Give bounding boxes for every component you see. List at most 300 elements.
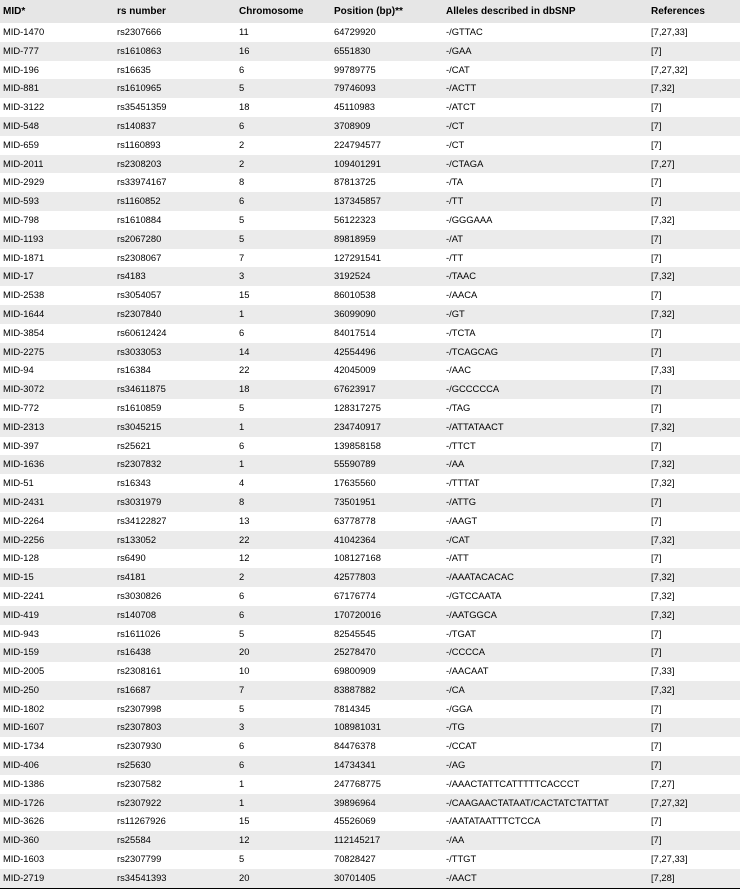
cell-chromosome: 1 <box>239 796 245 808</box>
cell-mid: MID-1603 <box>3 853 45 865</box>
table-row <box>0 173 740 192</box>
cell-references: [7] <box>651 627 662 639</box>
table-row <box>0 117 740 136</box>
cell-alleles: -/CAAGAACTATAAT/CACTATCTATTAT <box>446 796 609 808</box>
header-row <box>0 0 740 23</box>
cell-alleles: -/AG <box>446 759 466 771</box>
cell-rs-number: rs2308203 <box>117 157 162 169</box>
cell-rs-number: rs4183 <box>117 270 146 282</box>
cell-references: [7,32] <box>651 213 675 225</box>
cell-references: [7,32] <box>651 420 675 432</box>
table-row <box>0 286 740 305</box>
cell-rs-number: rs3030826 <box>117 589 162 601</box>
cell-references: [7] <box>651 495 662 507</box>
cell-chromosome: 8 <box>239 495 245 507</box>
cell-rs-number: rs2307582 <box>117 777 162 789</box>
table-row <box>0 474 740 493</box>
cell-position: 112145217 <box>334 834 381 846</box>
cell-mid: MID-2929 <box>3 176 45 188</box>
cell-chromosome: 7 <box>239 683 245 695</box>
cell-rs-number: rs2307666 <box>117 26 162 37</box>
cell-chromosome: 22 <box>239 533 250 545</box>
cell-position: 3192524 <box>334 270 371 282</box>
cell-rs-number: rs2307799 <box>117 853 162 865</box>
cell-alleles: -/GCCCCCA <box>446 383 500 395</box>
cell-alleles: -/AT <box>446 232 464 244</box>
cell-chromosome: 7 <box>239 251 245 263</box>
cell-mid: MID-1636 <box>3 458 45 470</box>
table-row <box>0 455 740 474</box>
cell-position: 69800909 <box>334 665 376 677</box>
cell-chromosome: 1 <box>239 458 245 470</box>
cell-chromosome: 6 <box>239 439 245 451</box>
table-row <box>0 794 740 813</box>
cell-references: [7] <box>651 176 662 188</box>
cell-references: [7] <box>651 401 662 413</box>
cell-rs-number: rs1610863 <box>117 44 162 56</box>
cell-mid: MID-943 <box>3 627 39 639</box>
cell-mid: MID-196 <box>3 63 39 75</box>
cell-rs-number: rs25584 <box>117 834 151 846</box>
table-row <box>0 155 740 174</box>
table-row <box>0 549 740 568</box>
cell-position: 67623917 <box>334 383 376 395</box>
header-position: Position (bp)** <box>334 6 403 17</box>
cell-chromosome: 12 <box>239 834 250 846</box>
cell-chromosome: 2 <box>239 138 245 150</box>
cell-references: [7] <box>651 514 662 526</box>
table-row <box>0 343 740 362</box>
cell-alleles: -/GAA <box>446 44 472 56</box>
cell-chromosome: 5 <box>239 401 245 413</box>
table-row <box>0 211 740 230</box>
cell-alleles: -/GTCCAATA <box>446 589 502 601</box>
cell-mid: MID-15 <box>3 571 34 583</box>
cell-alleles: -/CAT <box>446 63 470 75</box>
cell-chromosome: 22 <box>239 364 250 376</box>
cell-rs-number: rs2307930 <box>117 740 162 752</box>
table-row <box>0 700 740 719</box>
cell-mid: MID-2264 <box>3 514 45 526</box>
cell-alleles: -/TTGT <box>446 853 477 865</box>
cell-alleles: -/GGGAAA <box>446 213 493 225</box>
cell-rs-number: rs16384 <box>117 364 151 376</box>
cell-chromosome: 5 <box>239 853 245 865</box>
cell-position: 73501951 <box>334 495 376 507</box>
cell-references: [7,33] <box>651 665 675 677</box>
cell-alleles: -/TTCT <box>446 439 476 451</box>
cell-rs-number: rs16438 <box>117 646 151 658</box>
cell-position: 82545545 <box>334 627 376 639</box>
cell-rs-number: rs1610884 <box>117 213 162 225</box>
table-row <box>0 98 740 117</box>
cell-chromosome: 20 <box>239 646 250 658</box>
cell-chromosome: 5 <box>239 232 245 244</box>
cell-position: 45110983 <box>334 101 376 113</box>
cell-position: 84476378 <box>334 740 376 752</box>
cell-position: 70828427 <box>334 853 376 865</box>
cell-position: 137345857 <box>334 195 381 207</box>
cell-references: [7] <box>651 552 662 564</box>
header-alleles: Alleles described in dbSNP <box>446 6 576 17</box>
cell-references: [7] <box>651 138 662 150</box>
cell-chromosome: 4 <box>239 477 245 489</box>
cell-alleles: -/AACAAT <box>446 665 489 677</box>
cell-chromosome: 5 <box>239 627 245 639</box>
cell-references: [7] <box>651 646 662 658</box>
header-rs-number: rs number <box>117 6 166 17</box>
cell-mid: MID-593 <box>3 195 39 207</box>
header-chromosome: Chromosome <box>239 6 304 17</box>
cell-chromosome: 10 <box>239 665 250 677</box>
cell-mid: MID-1871 <box>3 251 45 263</box>
cell-mid: MID-2719 <box>0 869 114 888</box>
table-row <box>0 399 740 418</box>
cell-references: [7,32] <box>651 458 675 470</box>
cell-rs-number: rs16687 <box>117 683 151 695</box>
cell-alleles: -/TCAGCAG <box>446 345 499 357</box>
cell-chromosome: 3 <box>239 270 245 282</box>
cell-references: [7] <box>651 439 662 451</box>
cell-references: [7] <box>651 759 662 771</box>
cell-rs-number: rs1611026 <box>117 627 161 639</box>
cell-position: 79746093 <box>334 82 376 94</box>
table-row <box>0 662 740 681</box>
cell-position: 108981031 <box>334 721 381 733</box>
cell-alleles: -/ATTATAACT <box>446 420 504 432</box>
cell-rs-number: rs3045215 <box>117 420 162 432</box>
cell-position: 3708909 <box>334 119 371 131</box>
cell-mid: MID-2011 <box>3 157 44 169</box>
cell-rs-number: rs11267926 <box>117 815 166 827</box>
cell-rs-number: rs34122827 <box>117 514 167 526</box>
cell-rs-number: rs1610859 <box>117 401 162 413</box>
cell-mid: MID-17 <box>3 270 34 282</box>
cell-chromosome: 5 <box>239 702 245 714</box>
cell-mid: MID-2313 <box>3 420 45 432</box>
cell-chromosome: 12 <box>239 552 250 564</box>
cell-position: 89818959 <box>334 232 376 244</box>
table-row <box>0 418 740 437</box>
cell-rs-number: rs2307922 <box>117 796 162 808</box>
cell-rs-number: rs1160893 <box>117 138 161 150</box>
cell-alleles: -/AACT <box>443 869 648 888</box>
cell-mid: MID-1386 <box>3 777 45 789</box>
cell-chromosome: 6 <box>239 608 245 620</box>
cell-mid: MID-1607 <box>3 721 45 733</box>
cell-rs-number: rs2067280 <box>117 232 162 244</box>
cell-position: 224794577 <box>334 138 381 150</box>
table-row <box>0 587 740 606</box>
table-row <box>0 305 740 324</box>
cell-chromosome: 18 <box>239 101 250 113</box>
cell-rs-number: rs35451359 <box>117 101 167 113</box>
cell-mid: MID-128 <box>3 552 39 564</box>
cell-mid: MID-2538 <box>3 289 45 301</box>
cell-chromosome: 6 <box>239 740 245 752</box>
cell-alleles: -/ACTT <box>446 82 477 94</box>
cell-mid: MID-1644 <box>3 307 45 319</box>
cell-mid: MID-772 <box>3 401 39 413</box>
table-row <box>0 437 740 456</box>
cell-mid: MID-659 <box>3 138 39 150</box>
cell-mid: MID-1802 <box>3 702 45 714</box>
cell-rs-number: rs16343 <box>117 477 151 489</box>
cell-references: [7,27] <box>651 157 675 169</box>
cell-mid: MID-250 <box>3 683 39 695</box>
cell-chromosome: 6 <box>239 326 245 338</box>
table-row <box>0 850 740 869</box>
cell-rs-number: rs1610965 <box>117 82 162 94</box>
cell-position: 14734341 <box>334 759 376 771</box>
table-row <box>0 267 740 286</box>
cell-chromosome: 6 <box>239 589 245 601</box>
cell-chromosome: 8 <box>239 176 245 188</box>
table-row <box>0 512 740 531</box>
cell-references: [7,32] <box>651 82 675 94</box>
cell-references: [7,33] <box>651 364 675 376</box>
cell-references: [7] <box>651 195 662 207</box>
cell-chromosome: 5 <box>239 82 245 94</box>
cell-chromosome: 18 <box>239 383 250 395</box>
cell-alleles: -/ATTG <box>446 495 477 507</box>
cell-alleles: -/TAG <box>446 401 471 413</box>
cell-references: [7,27,33] <box>651 853 688 865</box>
cell-references: [7] <box>651 383 662 395</box>
cell-position: 56122323 <box>334 213 376 225</box>
cell-alleles: -/CCAT <box>446 740 477 752</box>
cell-references: [7,32] <box>651 608 675 620</box>
cell-alleles: -/TT <box>446 251 464 263</box>
cell-references: [7,27,33] <box>651 26 688 37</box>
cell-references: [7] <box>651 834 662 846</box>
cell-alleles: -/TCTA <box>446 326 476 338</box>
cell-position: 170720016 <box>334 608 381 620</box>
cell-alleles: -/CA <box>446 683 465 695</box>
cell-references: [7] <box>651 232 662 244</box>
cell-alleles: -/CTAGA <box>446 157 484 169</box>
cell-rs-number: rs2308161 <box>117 665 162 677</box>
table-row <box>0 249 740 268</box>
cell-rs-number: rs2307998 <box>117 702 162 714</box>
table-row <box>0 42 740 61</box>
cell-mid: MID-406 <box>3 759 39 771</box>
cell-mid: MID-1734 <box>3 740 45 752</box>
cell-alleles: -/CT <box>446 138 465 150</box>
table-row <box>0 61 740 80</box>
cell-references: [7] <box>651 119 662 131</box>
cell-rs-number: rs3033053 <box>117 345 162 357</box>
cell-references: [7,27,32] <box>651 63 688 75</box>
cell-rs-number: rs2307840 <box>117 307 162 319</box>
cell-chromosome: 14 <box>239 345 250 357</box>
cell-chromosome: 1 <box>239 307 245 319</box>
cell-position: 109401291 <box>334 157 381 169</box>
cell-mid: MID-419 <box>3 608 39 620</box>
cell-references: [7] <box>651 740 662 752</box>
cell-position: 55590789 <box>334 458 376 470</box>
table-row <box>0 737 740 756</box>
table-row <box>0 136 740 155</box>
cell-position: 139858158 <box>334 439 381 451</box>
cell-mid: MID-881 <box>3 82 39 94</box>
cell-alleles: -/TAAC <box>446 270 477 282</box>
cell-references: [7,32] <box>651 477 675 489</box>
cell-references: [7,32] <box>651 307 675 319</box>
table-row <box>0 192 740 211</box>
cell-position: 30701405 <box>331 869 443 888</box>
cell-alleles: -/AATATAATTTCTCCA <box>446 815 541 827</box>
cell-references: [7,27] <box>651 777 675 789</box>
cell-references: [7] <box>651 251 662 263</box>
cell-references: [7,32] <box>651 683 675 695</box>
table-row <box>0 23 740 42</box>
cell-references: [7] <box>651 702 662 714</box>
cell-rs-number: rs2307803 <box>117 721 162 733</box>
cell-chromosome: 1 <box>239 420 245 432</box>
cell-mid: MID-798 <box>3 213 39 225</box>
cell-mid: MID-159 <box>3 646 39 658</box>
cell-position: 87813725 <box>334 176 376 188</box>
table-row <box>0 775 740 794</box>
cell-chromosome: 6 <box>239 195 245 207</box>
table-row <box>0 380 740 399</box>
cell-position: 42554496 <box>334 345 376 357</box>
cell-references: [7] <box>651 44 662 56</box>
cell-mid: MID-2275 <box>3 345 45 357</box>
table-row <box>0 230 740 249</box>
cell-rs-number: rs4181 <box>117 571 146 583</box>
cell-position: 45526069 <box>334 815 376 827</box>
cell-alleles: -/TT <box>446 195 464 207</box>
cell-position: 63778778 <box>334 514 376 526</box>
cell-chromosome: 6 <box>239 119 245 131</box>
cell-position: 42045009 <box>334 364 376 376</box>
cell-position: 17635560 <box>334 477 376 489</box>
table-row <box>0 718 740 737</box>
cell-position: 67176774 <box>334 589 376 601</box>
header-references: References <box>651 6 705 17</box>
cell-alleles: -/AATGGCA <box>446 608 497 620</box>
cell-alleles: -/AACA <box>446 289 478 301</box>
cell-position: 127291541 <box>334 251 381 263</box>
cell-chromosome: 5 <box>239 213 245 225</box>
cell-references: [7,32] <box>651 270 675 282</box>
cell-mid: MID-3072 <box>3 383 45 395</box>
cell-rs-number: rs140837 <box>117 119 157 131</box>
cell-chromosome: 16 <box>239 44 250 56</box>
table-header <box>0 0 740 23</box>
cell-alleles: -/AAC <box>446 364 472 376</box>
cell-chromosome: 15 <box>239 289 250 301</box>
cell-chromosome: 11 <box>239 26 249 37</box>
cell-references: [7,32] <box>651 533 675 545</box>
cell-mid: MID-397 <box>3 439 39 451</box>
cell-references: [7] <box>651 815 662 827</box>
cell-rs-number: rs34541393 <box>114 869 236 888</box>
cell-mid: MID-3626 <box>3 815 45 827</box>
cell-rs-number: rs25630 <box>117 759 151 771</box>
cell-mid: MID-3122 <box>3 101 45 113</box>
cell-chromosome: 2 <box>239 571 245 583</box>
cell-alleles: -/TA <box>446 176 464 188</box>
cell-position: 64729920 <box>334 26 376 37</box>
cell-position: 86010538 <box>334 289 376 301</box>
cell-mid: MID-94 <box>3 364 34 376</box>
cell-alleles: -/AAACTATTCATTTTTCACCCT <box>446 777 580 789</box>
cell-mid: MID-1470 <box>3 26 45 37</box>
cell-mid: MID-1726 <box>3 796 45 808</box>
table-row <box>0 361 740 380</box>
cell-references: [7,28] <box>648 869 740 888</box>
cell-chromosome: 6 <box>239 759 245 771</box>
cell-position: 234740917 <box>334 420 381 432</box>
cell-references: [7] <box>651 345 662 357</box>
cell-rs-number: rs6490 <box>117 552 146 564</box>
cell-chromosome: 20 <box>236 869 331 888</box>
cell-position: 36099090 <box>334 307 376 319</box>
cell-references: [7] <box>651 289 662 301</box>
cell-mid: MID-2256 <box>3 533 45 545</box>
cell-mid: MID-1193 <box>3 232 44 244</box>
cell-rs-number: rs2307832 <box>117 458 162 470</box>
cell-alleles: -/GT <box>446 307 465 319</box>
cell-mid: MID-548 <box>3 119 39 131</box>
table-row <box>0 493 740 512</box>
cell-position: 7814345 <box>334 702 371 714</box>
cell-alleles: -/AA <box>446 834 465 846</box>
cell-position: 247768775 <box>334 777 381 789</box>
table-row <box>0 79 740 98</box>
cell-alleles: -/ATT <box>446 552 469 564</box>
table-row <box>0 681 740 700</box>
cell-rs-number: rs3031979 <box>117 495 162 507</box>
cell-alleles: -/CCCCA <box>446 646 486 658</box>
cell-position: 6551830 <box>334 44 371 56</box>
cell-rs-number: rs133052 <box>117 533 157 545</box>
table-row <box>0 756 740 775</box>
table-row <box>0 568 740 587</box>
cell-references: [7,27,32] <box>651 796 688 808</box>
cell-position: 25278470 <box>334 646 376 658</box>
cell-alleles: -/GGA <box>446 702 473 714</box>
cell-alleles: -/CAT <box>446 533 470 545</box>
cell-mid: MID-777 <box>3 44 39 56</box>
cell-chromosome: 1 <box>239 777 245 789</box>
cell-rs-number: rs1160852 <box>117 195 161 207</box>
cell-rs-number: rs2308067 <box>117 251 162 263</box>
cell-position: 42577803 <box>334 571 376 583</box>
cell-alleles: -/AA <box>446 458 465 470</box>
table-row <box>0 812 740 831</box>
cell-alleles: -/GTTAC <box>446 26 483 37</box>
cell-rs-number: rs16635 <box>117 63 151 75</box>
cell-chromosome: 13 <box>239 514 250 526</box>
header-mid: MID* <box>3 6 26 17</box>
cell-alleles: -/TTTAT <box>446 477 480 489</box>
cell-rs-number: rs25621 <box>117 439 151 451</box>
cell-alleles: -/TGAT <box>446 627 477 639</box>
cell-mid: MID-360 <box>3 834 39 846</box>
table-row <box>0 625 740 644</box>
cell-position: 41042364 <box>334 533 376 545</box>
cell-position: 128317275 <box>334 401 381 413</box>
cell-chromosome: 2 <box>239 157 245 169</box>
cell-references: [7,32] <box>651 589 675 601</box>
cell-alleles: -/AAGT <box>446 514 478 526</box>
table-row <box>0 831 740 850</box>
cell-references: [7] <box>651 721 662 733</box>
